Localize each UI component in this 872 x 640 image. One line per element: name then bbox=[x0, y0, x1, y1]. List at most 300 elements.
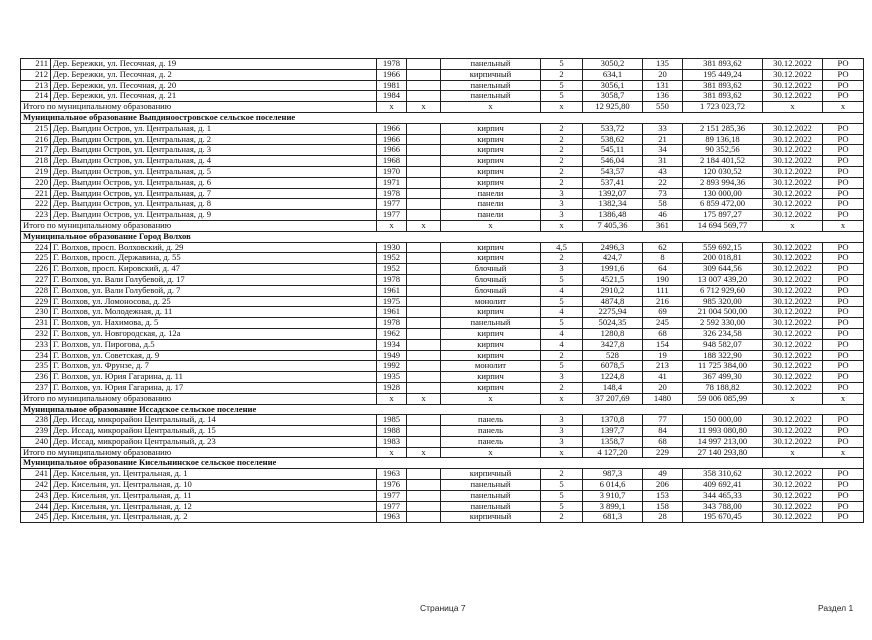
section-label: Раздел 1 bbox=[818, 603, 854, 613]
cell-org: РО bbox=[823, 253, 864, 264]
cell-floors: 2 bbox=[541, 166, 583, 177]
cell-date: 30.12.2022 bbox=[763, 382, 823, 393]
cell-floors: 4 bbox=[541, 285, 583, 296]
cell-sum: 381 893,62 bbox=[683, 59, 763, 70]
cell-address: Дер. Кисельня, ул. Центральная, д. 2 bbox=[51, 512, 377, 523]
cell-material: кирпич bbox=[441, 177, 541, 188]
cell-col3 bbox=[407, 274, 441, 285]
cell-org: x bbox=[823, 447, 864, 458]
table-row bbox=[21, 339, 864, 350]
cell-floors: 5 bbox=[541, 480, 583, 491]
cell-area: 4521,5 bbox=[583, 274, 643, 285]
cell-date: 30.12.2022 bbox=[763, 339, 823, 350]
table-row bbox=[21, 59, 864, 70]
cell-number: 223 bbox=[21, 210, 51, 221]
cell-year: 1930 bbox=[377, 242, 407, 253]
cell-number: 242 bbox=[21, 480, 51, 491]
cell-sum: 343 788,00 bbox=[683, 501, 763, 512]
cell-area: 3058,7 bbox=[583, 91, 643, 102]
cell-year: 1928 bbox=[377, 382, 407, 393]
cell-org: РО bbox=[823, 307, 864, 318]
cell-material: блочный bbox=[441, 285, 541, 296]
cell-sum: 59 006 085,99 bbox=[683, 393, 763, 404]
cell-col3 bbox=[407, 361, 441, 372]
cell-address: Дер. Выпдин Остров, ул. Центральная, д. 8 bbox=[51, 199, 377, 210]
cell-residents: 46 bbox=[643, 210, 683, 221]
cell-residents: 19 bbox=[643, 350, 683, 361]
cell-year: 1952 bbox=[377, 253, 407, 264]
table-row bbox=[21, 372, 864, 383]
cell-area: 7 405,36 bbox=[583, 220, 643, 231]
cell-address: Дер. Выпдин Остров, ул. Центральная, д. 9 bbox=[51, 210, 377, 221]
cell-year: 1978 bbox=[377, 318, 407, 329]
cell-area: 987,3 bbox=[583, 469, 643, 480]
cell-area: 545,11 bbox=[583, 145, 643, 156]
cell-floors: 3 bbox=[541, 372, 583, 383]
cell-col3 bbox=[407, 242, 441, 253]
cell-area: 1386,48 bbox=[583, 210, 643, 221]
cell-residents: 111 bbox=[643, 285, 683, 296]
cell-residents: 206 bbox=[643, 480, 683, 491]
section-header-row bbox=[21, 112, 864, 123]
section-title: Муниципальное образование Иссадское сельское поселение bbox=[21, 404, 864, 415]
cell-floors: 5 bbox=[541, 361, 583, 372]
cell-area: 3 910,7 bbox=[583, 490, 643, 501]
cell-area: 6 014,6 bbox=[583, 480, 643, 491]
cell-col3 bbox=[407, 91, 441, 102]
cell-org: РО bbox=[823, 285, 864, 296]
cell-address: Дер. Выпдин Остров, ул. Центральная, д. 2 bbox=[51, 134, 377, 145]
cell-material: панельный bbox=[441, 318, 541, 329]
cell-org: РО bbox=[823, 361, 864, 372]
cell-area: 4 127,20 bbox=[583, 447, 643, 458]
cell-residents: 28 bbox=[643, 512, 683, 523]
cell-area: 37 207,69 bbox=[583, 393, 643, 404]
cell-address: Г. Волхов, ул. Пирогова, д.5 bbox=[51, 339, 377, 350]
total-row bbox=[21, 102, 864, 113]
table-row bbox=[21, 134, 864, 145]
cell-material: кирпичный bbox=[441, 69, 541, 80]
cell-residents: 21 bbox=[643, 134, 683, 145]
cell-floors: 3 bbox=[541, 210, 583, 221]
cell-year: 1961 bbox=[377, 285, 407, 296]
cell-residents: 158 bbox=[643, 501, 683, 512]
cell-year: 1966 bbox=[377, 69, 407, 80]
cell-floors: x bbox=[541, 447, 583, 458]
cell-address: Г. Волхов, ул. Юрия Гагарина, д. 11 bbox=[51, 372, 377, 383]
cell-date: 30.12.2022 bbox=[763, 253, 823, 264]
cell-year: 1978 bbox=[377, 188, 407, 199]
cell-number: 232 bbox=[21, 328, 51, 339]
cell-floors: 5 bbox=[541, 501, 583, 512]
cell-material: панельный bbox=[441, 480, 541, 491]
cell-number: 237 bbox=[21, 382, 51, 393]
cell-floors: 4 bbox=[541, 307, 583, 318]
cell-col3 bbox=[407, 69, 441, 80]
cell-address: Дер. Кисельня, ул. Центральная, д. 12 bbox=[51, 501, 377, 512]
cell-number: 228 bbox=[21, 285, 51, 296]
cell-sum: 6 712 929,60 bbox=[683, 285, 763, 296]
cell-sum: 195 449,24 bbox=[683, 69, 763, 80]
cell-sum: 367 499,30 bbox=[683, 372, 763, 383]
cell-number: 239 bbox=[21, 426, 51, 437]
cell-date: 30.12.2022 bbox=[763, 372, 823, 383]
cell-org: РО bbox=[823, 480, 864, 491]
cell-org: РО bbox=[823, 415, 864, 426]
cell-residents: 41 bbox=[643, 372, 683, 383]
table-row bbox=[21, 361, 864, 372]
cell-date: 30.12.2022 bbox=[763, 469, 823, 480]
page-number: Страница 7 bbox=[420, 603, 466, 613]
cell-address: Г. Волхов, ул. Советская, д. 9 bbox=[51, 350, 377, 361]
cell-year: x bbox=[377, 393, 407, 404]
table-row bbox=[21, 415, 864, 426]
cell-residents: 22 bbox=[643, 177, 683, 188]
cell-date: x bbox=[763, 447, 823, 458]
cell-col3 bbox=[407, 350, 441, 361]
cell-address: Дер. Выпдин Остров, ул. Центральная, д. 4 bbox=[51, 156, 377, 167]
cell-col3 bbox=[407, 480, 441, 491]
table-row bbox=[21, 490, 864, 501]
table-row bbox=[21, 512, 864, 523]
cell-year: 1962 bbox=[377, 328, 407, 339]
cell-address: Г. Волхов, просп. Державина, д. 55 bbox=[51, 253, 377, 264]
cell-material: панель bbox=[441, 436, 541, 447]
cell-residents: 245 bbox=[643, 318, 683, 329]
cell-material: кирпичный bbox=[441, 469, 541, 480]
cell-date: 30.12.2022 bbox=[763, 59, 823, 70]
total-row bbox=[21, 447, 864, 458]
cell-floors: 5 bbox=[541, 91, 583, 102]
cell-date: x bbox=[763, 220, 823, 231]
cell-address: Дер. Кисельня, ул. Центральная, д. 10 bbox=[51, 480, 377, 491]
cell-floors: 2 bbox=[541, 382, 583, 393]
cell-material: панель bbox=[441, 415, 541, 426]
cell-area: 528 bbox=[583, 350, 643, 361]
cell-col3 bbox=[407, 318, 441, 329]
cell-material: кирпич bbox=[441, 156, 541, 167]
cell-number: 234 bbox=[21, 350, 51, 361]
cell-col3 bbox=[407, 426, 441, 437]
cell-year: 1963 bbox=[377, 512, 407, 523]
cell-org: РО bbox=[823, 264, 864, 275]
cell-col3: x bbox=[407, 393, 441, 404]
table-row bbox=[21, 166, 864, 177]
cell-residents: 20 bbox=[643, 382, 683, 393]
section-header-row bbox=[21, 231, 864, 242]
cell-floors: 2 bbox=[541, 350, 583, 361]
cell-residents: 77 bbox=[643, 415, 683, 426]
cell-year: 1966 bbox=[377, 134, 407, 145]
cell-date: 30.12.2022 bbox=[763, 199, 823, 210]
cell-number: 219 bbox=[21, 166, 51, 177]
cell-col3: x bbox=[407, 220, 441, 231]
cell-address: Дер. Кисельня, ул. Центральная, д. 11 bbox=[51, 490, 377, 501]
cell-residents: 550 bbox=[643, 102, 683, 113]
total-label: Итого по муниципальному образованию bbox=[21, 220, 377, 231]
cell-org: РО bbox=[823, 436, 864, 447]
cell-area: 1370,8 bbox=[583, 415, 643, 426]
cell-sum: 11 725 384,00 bbox=[683, 361, 763, 372]
cell-material: кирпич bbox=[441, 166, 541, 177]
cell-year: 1984 bbox=[377, 91, 407, 102]
cell-sum: 200 018,81 bbox=[683, 253, 763, 264]
cell-address: Дер. Выпдин Остров, ул. Центральная, д. 6 bbox=[51, 177, 377, 188]
cell-address: Г. Волхов, ул. Юрия Гагарина, д. 17 bbox=[51, 382, 377, 393]
cell-org: x bbox=[823, 393, 864, 404]
cell-area: 537,41 bbox=[583, 177, 643, 188]
cell-material: панельный bbox=[441, 80, 541, 91]
cell-date: 30.12.2022 bbox=[763, 264, 823, 275]
cell-col3 bbox=[407, 253, 441, 264]
cell-floors: x bbox=[541, 220, 583, 231]
cell-area: 3 899,1 bbox=[583, 501, 643, 512]
table-row bbox=[21, 350, 864, 361]
cell-sum: 89 136,18 bbox=[683, 134, 763, 145]
cell-area: 1382,34 bbox=[583, 199, 643, 210]
table-row bbox=[21, 296, 864, 307]
cell-org: РО bbox=[823, 188, 864, 199]
cell-area: 1991,6 bbox=[583, 264, 643, 275]
cell-year: 1971 bbox=[377, 177, 407, 188]
cell-sum: 358 310,62 bbox=[683, 469, 763, 480]
cell-year: x bbox=[377, 102, 407, 113]
cell-col3 bbox=[407, 469, 441, 480]
cell-org: РО bbox=[823, 296, 864, 307]
cell-date: 30.12.2022 bbox=[763, 156, 823, 167]
cell-material: панели bbox=[441, 188, 541, 199]
cell-org: РО bbox=[823, 145, 864, 156]
cell-residents: 135 bbox=[643, 59, 683, 70]
section-title: Муниципальное образование Город Волхов bbox=[21, 231, 864, 242]
cell-material: кирпич bbox=[441, 350, 541, 361]
cell-org: РО bbox=[823, 512, 864, 523]
cell-date: 30.12.2022 bbox=[763, 426, 823, 437]
cell-sum: 14 694 569,77 bbox=[683, 220, 763, 231]
total-label: Итого по муниципальному образованию bbox=[21, 102, 377, 113]
table-row bbox=[21, 210, 864, 221]
cell-col3 bbox=[407, 210, 441, 221]
cell-residents: 136 bbox=[643, 91, 683, 102]
table-row bbox=[21, 382, 864, 393]
cell-area: 2275,94 bbox=[583, 307, 643, 318]
cell-area: 6078,5 bbox=[583, 361, 643, 372]
cell-material: монолит bbox=[441, 296, 541, 307]
cell-residents: 69 bbox=[643, 307, 683, 318]
cell-sum: 6 859 472,00 bbox=[683, 199, 763, 210]
cell-area: 1392,07 bbox=[583, 188, 643, 199]
cell-year: 1977 bbox=[377, 490, 407, 501]
cell-address: Г. Волхов, ул. Нахимова, д. 5 bbox=[51, 318, 377, 329]
cell-floors: 2 bbox=[541, 512, 583, 523]
cell-number: 227 bbox=[21, 274, 51, 285]
cell-org: x bbox=[823, 220, 864, 231]
cell-number: 241 bbox=[21, 469, 51, 480]
cell-sum: 2 893 994,36 bbox=[683, 177, 763, 188]
cell-material: панели bbox=[441, 210, 541, 221]
cell-material: блочный bbox=[441, 264, 541, 275]
cell-col3 bbox=[407, 501, 441, 512]
cell-sum: 559 692,15 bbox=[683, 242, 763, 253]
cell-year: 1977 bbox=[377, 199, 407, 210]
cell-number: 230 bbox=[21, 307, 51, 318]
cell-address: Дер. Бережки, ул. Песочная, д. 19 bbox=[51, 59, 377, 70]
cell-residents: 43 bbox=[643, 166, 683, 177]
cell-floors: 3 bbox=[541, 264, 583, 275]
cell-date: 30.12.2022 bbox=[763, 480, 823, 491]
table-row bbox=[21, 436, 864, 447]
cell-year: 1977 bbox=[377, 501, 407, 512]
table-row bbox=[21, 188, 864, 199]
cell-number: 222 bbox=[21, 199, 51, 210]
cell-date: 30.12.2022 bbox=[763, 350, 823, 361]
cell-sum: 120 030,52 bbox=[683, 166, 763, 177]
cell-date: 30.12.2022 bbox=[763, 436, 823, 447]
cell-year: 1970 bbox=[377, 166, 407, 177]
cell-address: Дер. Выпдин Остров, ул. Центральная, д. 5 bbox=[51, 166, 377, 177]
cell-year: x bbox=[377, 447, 407, 458]
cell-date: 30.12.2022 bbox=[763, 69, 823, 80]
cell-area: 3050,2 bbox=[583, 59, 643, 70]
cell-year: 1988 bbox=[377, 426, 407, 437]
cell-col3 bbox=[407, 296, 441, 307]
cell-org: РО bbox=[823, 490, 864, 501]
cell-residents: 216 bbox=[643, 296, 683, 307]
cell-floors: 2 bbox=[541, 123, 583, 134]
cell-material: кирпич bbox=[441, 339, 541, 350]
cell-org: РО bbox=[823, 80, 864, 91]
cell-area: 1224,8 bbox=[583, 372, 643, 383]
cell-residents: 8 bbox=[643, 253, 683, 264]
cell-col3 bbox=[407, 415, 441, 426]
cell-address: Дер. Выпдин Остров, ул. Центральная, д. 7 bbox=[51, 188, 377, 199]
cell-material: панельный bbox=[441, 501, 541, 512]
cell-date: 30.12.2022 bbox=[763, 318, 823, 329]
cell-sum: 188 322,90 bbox=[683, 350, 763, 361]
cell-org: РО bbox=[823, 328, 864, 339]
cell-residents: 20 bbox=[643, 69, 683, 80]
cell-floors: 3 bbox=[541, 426, 583, 437]
cell-residents: 34 bbox=[643, 145, 683, 156]
cell-residents: 154 bbox=[643, 339, 683, 350]
cell-sum: 13 007 439,20 bbox=[683, 274, 763, 285]
cell-address: Г. Волхов, ул. Вали Голубевой, д. 17 bbox=[51, 274, 377, 285]
cell-residents: 31 bbox=[643, 156, 683, 167]
cell-org: РО bbox=[823, 210, 864, 221]
cell-residents: 84 bbox=[643, 426, 683, 437]
table-row bbox=[21, 274, 864, 285]
cell-date: 30.12.2022 bbox=[763, 188, 823, 199]
cell-org: РО bbox=[823, 199, 864, 210]
cell-area: 1397,7 bbox=[583, 426, 643, 437]
cell-material: панельный bbox=[441, 59, 541, 70]
cell-sum: 78 188,82 bbox=[683, 382, 763, 393]
cell-material: кирпич bbox=[441, 123, 541, 134]
cell-date: 30.12.2022 bbox=[763, 210, 823, 221]
cell-floors: 3 bbox=[541, 436, 583, 447]
cell-year: 1978 bbox=[377, 274, 407, 285]
cell-sum: 150 000,00 bbox=[683, 415, 763, 426]
cell-sum: 27 140 293,80 bbox=[683, 447, 763, 458]
cell-area: 148,4 bbox=[583, 382, 643, 393]
table-row bbox=[21, 307, 864, 318]
cell-year: 1952 bbox=[377, 264, 407, 275]
cell-number: 244 bbox=[21, 501, 51, 512]
cell-col3 bbox=[407, 285, 441, 296]
table-row bbox=[21, 264, 864, 275]
cell-area: 538,62 bbox=[583, 134, 643, 145]
total-row bbox=[21, 393, 864, 404]
cell-date: 30.12.2022 bbox=[763, 361, 823, 372]
cell-sum: 195 670,45 bbox=[683, 512, 763, 523]
cell-address: Дер. Иссад, микрорайон Центральный, д. 23 bbox=[51, 436, 377, 447]
cell-sum: 175 897,27 bbox=[683, 210, 763, 221]
cell-col3 bbox=[407, 328, 441, 339]
cell-area: 3427,8 bbox=[583, 339, 643, 350]
cell-org: РО bbox=[823, 123, 864, 134]
cell-address: Г. Волхов, ул. Новгородская, д. 12а bbox=[51, 328, 377, 339]
cell-number: 217 bbox=[21, 145, 51, 156]
cell-address: Дер. Иссад, микрорайон Центральный, д. 15 bbox=[51, 426, 377, 437]
cell-date: 30.12.2022 bbox=[763, 274, 823, 285]
cell-date: 30.12.2022 bbox=[763, 242, 823, 253]
cell-floors: 4 bbox=[541, 328, 583, 339]
cell-number: 211 bbox=[21, 59, 51, 70]
cell-date: 30.12.2022 bbox=[763, 307, 823, 318]
cell-material: x bbox=[441, 447, 541, 458]
cell-year: 1934 bbox=[377, 339, 407, 350]
cell-address: Г. Волхов, ул. Ломоносова, д. 25 bbox=[51, 296, 377, 307]
cell-residents: 229 bbox=[643, 447, 683, 458]
cell-number: 243 bbox=[21, 490, 51, 501]
cell-residents: 33 bbox=[643, 123, 683, 134]
cell-col3 bbox=[407, 264, 441, 275]
cell-area: 424,7 bbox=[583, 253, 643, 264]
cell-org: РО bbox=[823, 350, 864, 361]
cell-date: 30.12.2022 bbox=[763, 166, 823, 177]
cell-material: кирпич bbox=[441, 134, 541, 145]
cell-sum: 344 465,33 bbox=[683, 490, 763, 501]
cell-floors: 5 bbox=[541, 59, 583, 70]
cell-area: 634,1 bbox=[583, 69, 643, 80]
cell-year: 1985 bbox=[377, 415, 407, 426]
cell-address: Г. Волхов, ул. Фрунзе, д. 7 bbox=[51, 361, 377, 372]
cell-date: 30.12.2022 bbox=[763, 501, 823, 512]
table-row bbox=[21, 91, 864, 102]
cell-sum: 409 692,41 bbox=[683, 480, 763, 491]
cell-floors: 5 bbox=[541, 296, 583, 307]
cell-number: 225 bbox=[21, 253, 51, 264]
cell-col3 bbox=[407, 188, 441, 199]
total-label: Итого по муниципальному образованию bbox=[21, 393, 377, 404]
table-row bbox=[21, 469, 864, 480]
cell-number: 229 bbox=[21, 296, 51, 307]
cell-material: кирпич bbox=[441, 328, 541, 339]
cell-area: 5024,35 bbox=[583, 318, 643, 329]
cell-floors: 3 bbox=[541, 415, 583, 426]
cell-number: 212 bbox=[21, 69, 51, 80]
cell-col3 bbox=[407, 307, 441, 318]
cell-floors: 2 bbox=[541, 253, 583, 264]
cell-address: Дер. Бережки, ул. Песочная, д. 21 bbox=[51, 91, 377, 102]
cell-address: Дер. Бережки, ул. Песочная, д. 2 bbox=[51, 69, 377, 80]
cell-material: блочный bbox=[441, 274, 541, 285]
cell-sum: 985 320,00 bbox=[683, 296, 763, 307]
cell-floors: 2 bbox=[541, 145, 583, 156]
cell-number: 226 bbox=[21, 264, 51, 275]
cell-area: 3056,1 bbox=[583, 80, 643, 91]
cell-address: Дер. Иссад, микрорайон Центральный, д. 14 bbox=[51, 415, 377, 426]
